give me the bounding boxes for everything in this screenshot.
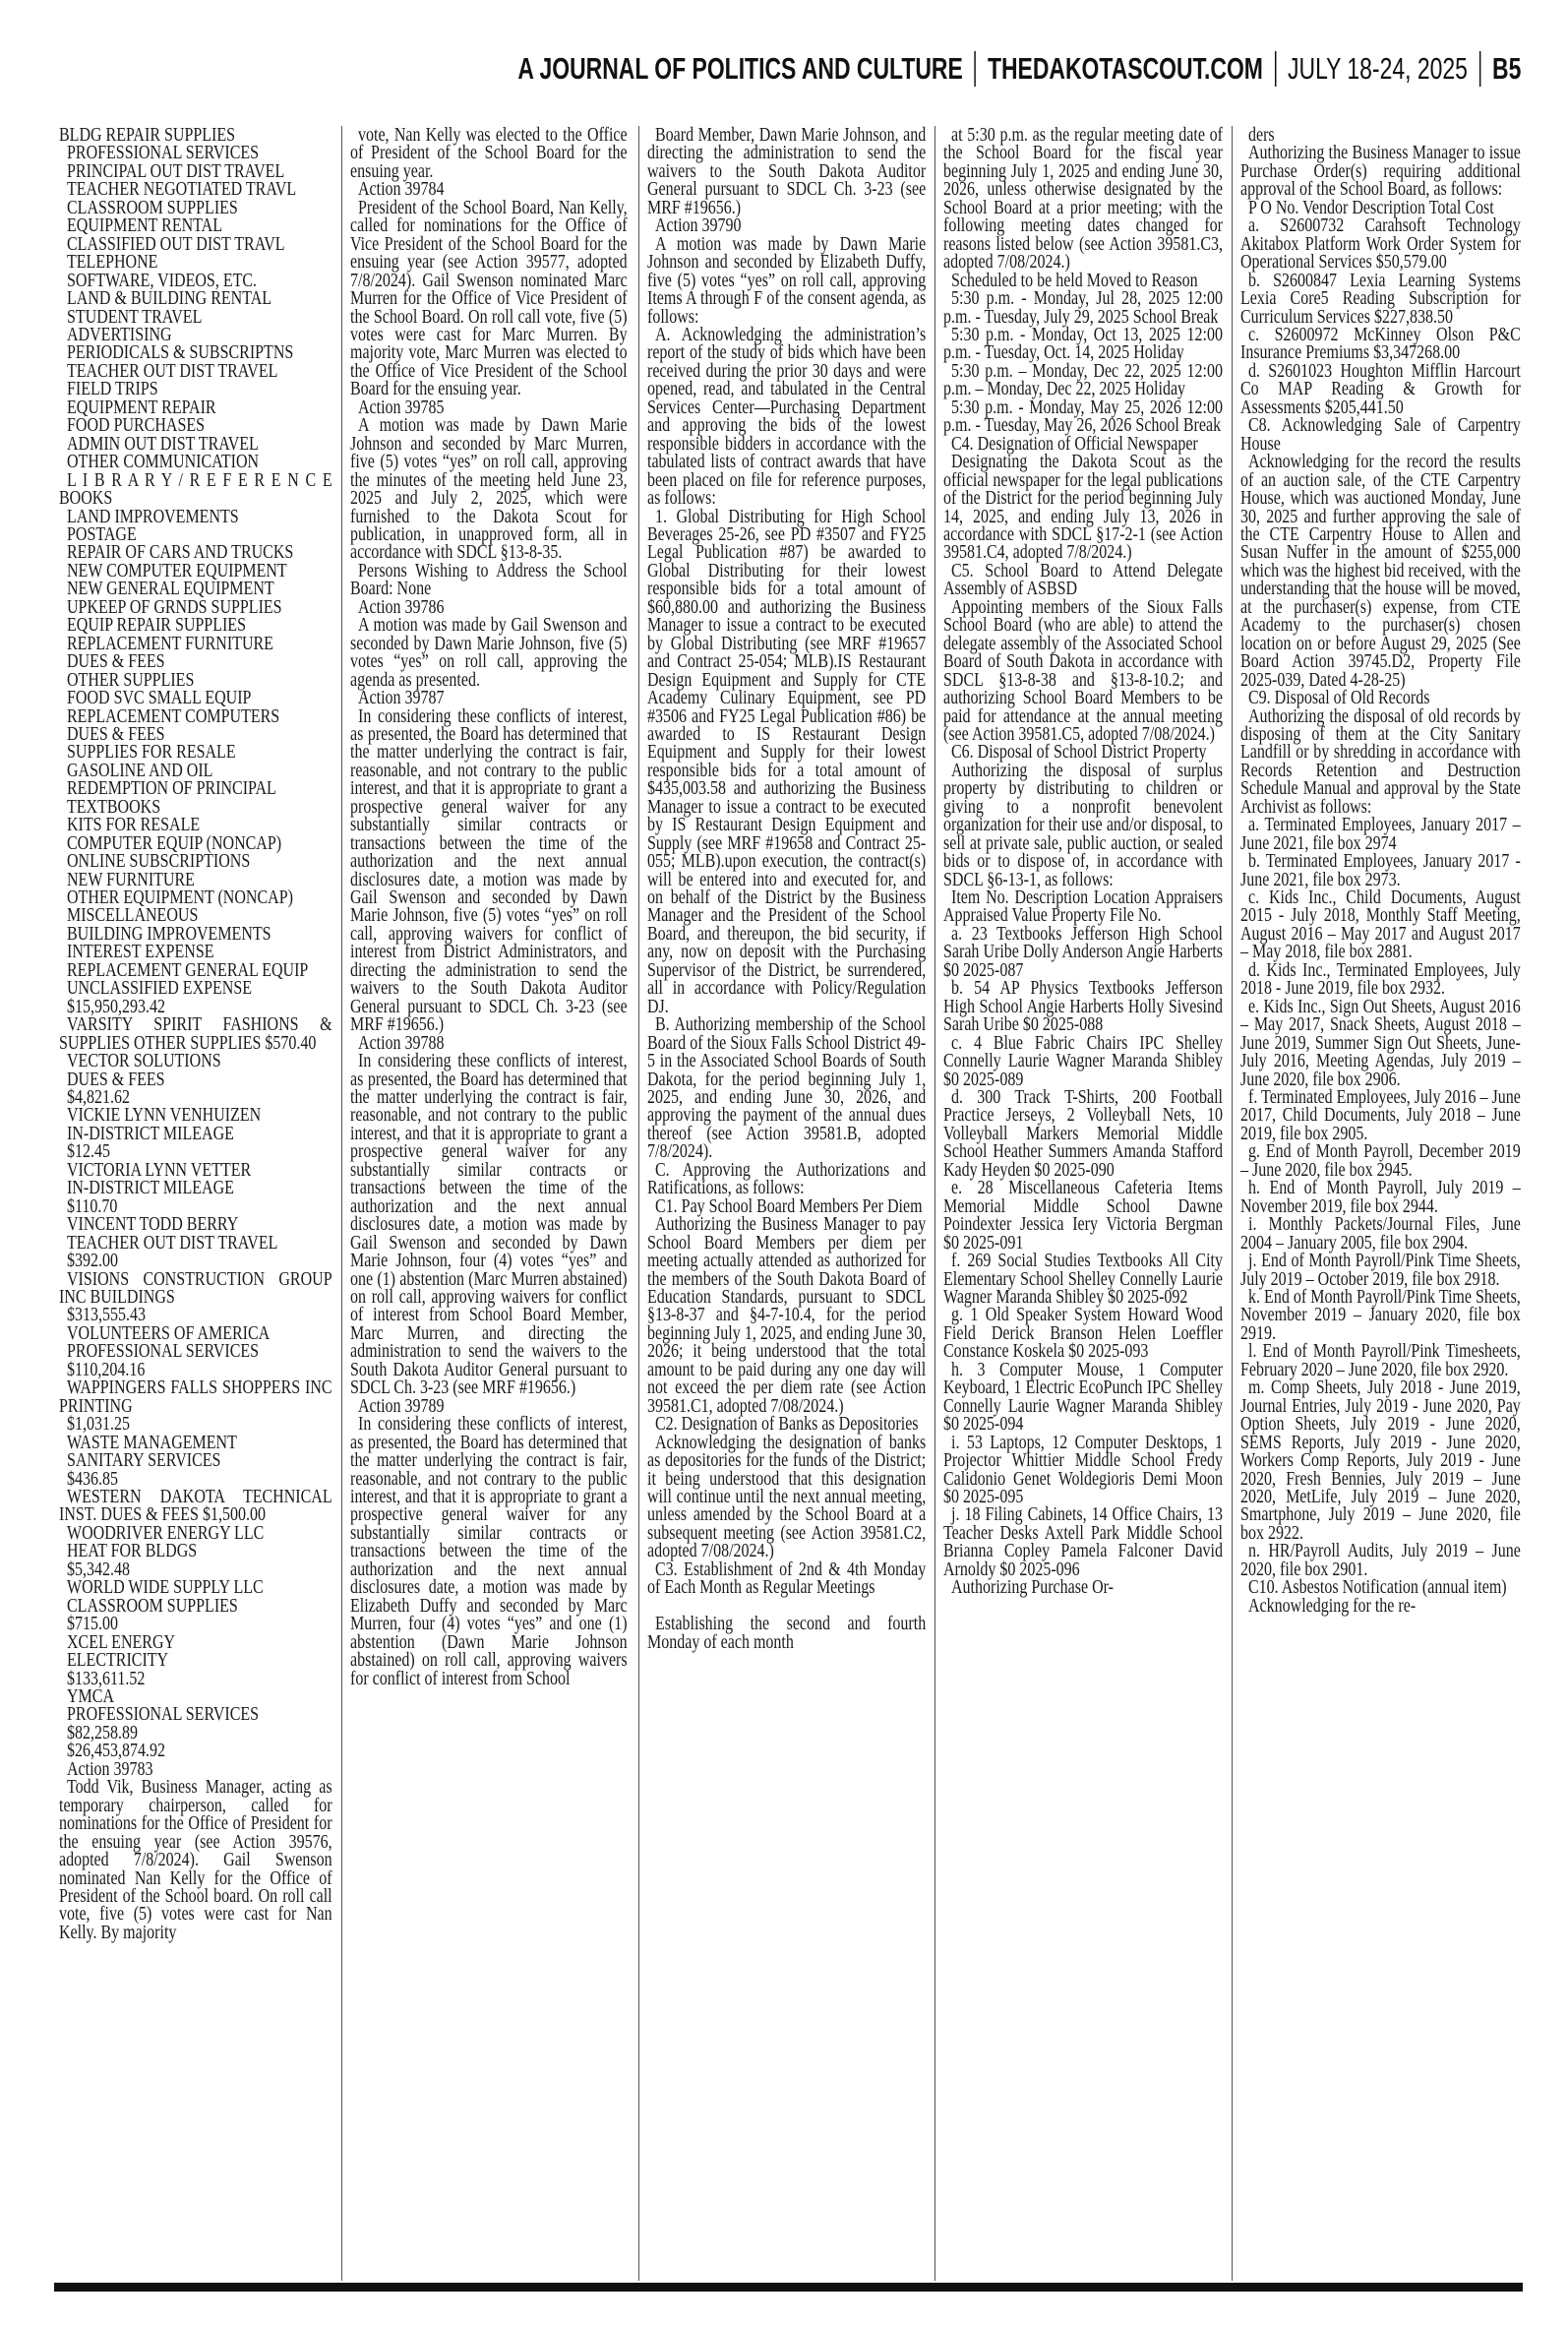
column-2 [350,126,628,2281]
action-number: Action 39789 [358,1394,445,1417]
paragraph: vote, Nan Kelly was elected to the Office of President of the School Board for the ensuing year. [350,126,628,182]
paragraph: WASTE MANAGEMENT [67,1431,237,1453]
paragraph: m. Comp Sheets, July 2018 - June 2019, Journal Entries, July 2019 - June 2020, Pay Option Sheets, July 2019 - June 2020, SEMS Reports, July 2019 - June 2020, Workers Comp Reports, July 2019 - June 2020, Fresh Bennies, July 2019 – June 2020, MetLife, July 2019 – June 2020, Smartphone, July 2019 – June 2020, file box 2922. [1240,1377,1521,1544]
paragraph: C9. Disposal of Old Records [1248,687,1430,709]
paragraph: C2. Designation of Banks as Depositories [655,1413,919,1436]
paragraph: MISCELLANEOUS [67,904,199,927]
paragraph: k. End of Month Payroll/Pink Time Sheets, November 2019 – January 2020, file box 2919. [1240,1286,1521,1344]
paragraph: OTHER COMMUNICATION [67,451,260,473]
paragraph: c. 4 Blue Fabric Chairs IPC Shelley Connelly Laurie Wagner Maranda Shibley $0 2025-089 [943,1031,1223,1090]
paragraph: FIELD TRIPS [67,378,158,400]
paragraph: $4,821.62 [67,1086,130,1109]
paragraph: VINCENT TODD BERRY [67,1213,239,1236]
paragraph: PRINCIPAL OUT DIST TRAVEL [67,159,285,182]
paragraph: VICKIE LYNN VENHUIZEN [67,1104,262,1127]
paragraph: REPLACEMENT COMPUTERS [67,704,280,727]
paragraph: POSTAGE [67,522,137,545]
paragraph: CLASSIFIED OUT DIST TRAVL [67,232,285,255]
paragraph: NEW COMPUTER EQUIPMENT [67,559,287,581]
paragraph: Persons Wishing to Address the School Board: None [350,559,628,600]
paragraph: $82,258.89 [67,1721,138,1744]
paragraph: ADMIN OUT DIST TRAVEL [67,432,259,455]
paragraph: ADVERTISING [67,323,172,345]
paragraph: Authorizing the disposal of old records by disposing of them at the City Sanitary Landfill or by shredding in accordance with Records Retention and Destruction Schedule Manual and approval by the State Archivist as follows: [1240,704,1521,818]
header-divider [974,51,975,87]
action-number: Action 39784 [358,178,445,201]
paragraph: Acknowledging the designation of banks as depositories for the funds of the District; it being understood that this designation will continue until the next annual meeting, unless amended by the School Board at a subsequent meeting (see Action 39581.C2, adopted 7/08/2024.) [647,1431,926,1562]
paragraph: ELECTRICITY [67,1649,169,1672]
paragraph: a. Terminated Employees, January 2017 – June 2021, file box 2974 [1240,814,1521,854]
paragraph: In considering these conflicts of interest, as presented, the Board has determined that the matter underlying the contract is fair, reasonable, and not contrary to the public interest, and that it is appropriate to grant a prospective general waiver for any substantially similar contracts or transactions between the time of the authorization and the next annual disclosures date, a motion was made by Elizabeth Duffy and seconded by Marc Murren, four (4) votes “yes” and one (1) abstention (Dawn Marie Johnson abstained) on roll call, approving waivers for conflict of interest from School [350,1413,628,1689]
paragraph: TEACHER NEGOTIATED TRAVL [67,178,297,201]
issue-date: JULY 18-24, 2025 [1287,51,1468,86]
paragraph: $12.45 [67,1140,110,1163]
paragraph: UPKEEP OF GRNDS SUPPLIES [67,595,282,618]
paragraph: Authorizing the disposal of surplus property by distributing to children or giving to a nonprofit benevolent organization for their use and/or disposal, to sell at private sale, public auction, or sealed bids or to dispose of, in accordance with SDCL §6-13-1, as follows: [943,759,1223,890]
action-number: Action 39785 [358,396,445,418]
column-3 [647,126,926,2281]
paragraph: HEAT FOR BLDGS [67,1540,198,1562]
column-divider [1232,126,1233,2281]
paragraph: l. End of Month Payroll/Pink Timesheets, February 2020 – June 2020, file box 2920. [1240,1340,1521,1380]
paragraph: WESTERN DAKOTA TECHNICAL INST. DUES & FEES $1,500.00 [59,1485,332,1526]
paragraph: Acknowledging for the re- [1248,1594,1417,1617]
header-divider [1274,51,1275,87]
paragraph: LAND IMPROVEMENTS [67,505,239,527]
paragraph: A motion was made by Gail Swenson and seconded by Dawn Marie Johnson, five (5) votes “yes” on roll call, approving the agenda as presented. [350,614,628,691]
paragraph: WOODRIVER ENERGY LLC [67,1521,265,1544]
paragraph: Establishing the second and fourth Monday of each month [647,1613,926,1653]
paragraph: i. 53 Laptops, 12 Computer Desktops, 1 Projector Whittier Middle School Fredy Calidonio Genet Woldegioris Demi Moon $0 2025-095 [943,1431,1223,1507]
paragraph: WAPPINGERS FALLS SHOPPERS INC PRINTING [59,1377,332,1417]
paragraph: TEACHER OUT DIST TRAVEL [67,359,278,382]
paragraph: C. Approving the Authorizations and Ratifications, as follows: [647,1158,926,1199]
paragraph: ders [1248,126,1275,146]
action-number: Action 39788 [358,1031,445,1054]
paragraph: a. S2600732 Carahsoft Technology Akitabox Platform Work Order System for Operational Services $50,579.00 [1240,214,1521,274]
paragraph: VECTOR SOLUTIONS [67,1050,221,1072]
paragraph: PROFESSIONAL SERVICES [67,1340,260,1363]
bottom-rule [54,2283,1523,2292]
paragraph: d. S2601023 Houghton Mifflin Harcourt Co MAP Reading & Growth for Assessments $205,441.50 [1240,359,1521,418]
page-header [517,49,1521,89]
paragraph: DUES & FEES [67,650,165,673]
paragraph: e. Kids Inc., Sign Out Sheets, August 2016 – May 2017, Snack Sheets, August 2018 – June 2019, Summer Sign Out Sheets, June-July 2016, Meeting Agendas, July 2019 – June 2020, file box 2906. [1240,995,1521,1090]
paragraph: Todd Vik, Business Manager, acting as temporary chairperson, called for nominations for the Office of President for the ensuing year (see Action 39576, adopted 7/8/2024). Gail Swenson nominated Nan Kelly for the Office of President of the School board. On roll call vote, five (5) votes were cast for Nan Kelly. By majority [59,1776,332,1943]
column-divider [341,126,342,2281]
paragraph: b. 54 AP Physics Textbooks Jefferson High School Angie Harberts Holly Sivesind Sarah Uribe $0 2025-088 [943,977,1223,1036]
paragraph: Authorizing the Business Manager to issue Purchase Order(s) requiring additional approval of the School Board, as follows: [1240,142,1521,201]
paragraph: 5:30 p.m. - Monday, Oct 13, 2025 12:00 p.m. - Tuesday, Oct. 14, 2025 Holiday [943,323,1223,364]
paragraph: C8. Acknowledging Sale of Carpentry House [1240,414,1521,455]
paragraph: PROFESSIONAL SERVICES [67,1703,260,1726]
paragraph: VARSITY SPIRIT FASHIONS & SUPPLIES OTHER SUPPLIES $570.40 [59,1013,332,1054]
action-number: Action 39786 [358,595,445,618]
paragraph: TELEPHONE [67,251,158,274]
paragraph: A motion was made by Dawn Marie Johnson and seconded by Elizabeth Duffy, five (5) votes “yes” on roll call, approving Items A through F of the consent agenda, as follows: [647,232,926,328]
paragraph: j. 18 Filing Cabinets, 14 Office Chairs, 13 Teacher Desks Axtell Park Middle School Brianna Copley Pamela Falconer David Arnoldy $0 2025-096 [943,1503,1223,1580]
paragraph: REPLACEMENT FURNITURE [67,632,273,654]
paragraph: C4. Designation of Official Newspaper [951,432,1198,455]
paragraph: FOOD PURCHASES [67,414,206,437]
paragraph: e. 28 Miscellaneous Cafeteria Items Memorial Middle School Dawne Poindexter Jessica Iery Victoria Bergman $0 2025-091 [943,1177,1223,1254]
paragraph: 1. Global Distributing for High School Beverages 25-26, see PD #3507 and FY25 Legal Publication #87) be awarded to Global Distributing for their lowest responsible bids for a total amount of $60,880.00 and authorizing the Business Manager to issue a contract to be executed by Global Distributing (see MRF #19657 and Contract 25-054; MLB).IS Restaurant Design Equipment and Supply for CTE Academy Culinary Equipment, see PD #3506 and FY25 Legal Publication #86) be awarded to IS Restaurant Design Equipment and Supply for their lowest responsible bids for a total amount of $435,003.58 and authorizing the Business Manager to issue a contract to be executed by IS Restaurant Design Equipment and Supply (see MRF #19658 and Contract 25-055; MLB).upon execution, the contract(s) will be entered into and executed for, and on behalf of the District by the Business Manager and the President of the School Board, and thereupon, the bid security, if any, now on deposit with the Purchasing Supervisor of the District, be surrendered, all in accordance with Policy/Regulation DJ. [647,505,926,1017]
paragraph: b. S2600847 Lexia Learning Systems Lexia Core5 Reading Subscription for Curriculum Services $227,838.50 [1240,269,1521,328]
paragraph: i. Monthly Packets/Journal Files, June 2004 – January 2005, file box 2904. [1240,1213,1521,1254]
paragraph: DUES & FEES [67,722,165,745]
paragraph: FOOD SVC SMALL EQUIP [67,687,252,709]
paragraph: $392.00 [67,1250,118,1272]
paragraph: UNCLASSIFIED EXPENSE [67,977,253,1000]
paragraph: TEACHER OUT DIST TRAVEL [67,1231,278,1254]
paragraph: d. Kids Inc., Terminated Employees, July 2018 - June 2019, file box 2932. [1240,958,1521,1000]
paragraph: Acknowledging for the record the results of an auction sale, of the CTE Carpentry House, which was auctioned Monday, June 30, 2025 and further approving the sale of the CTE Carpentry House to Allen and Susan Nuffer in the amount of $255,000 which was the highest bid received, with the understanding that the house will be moved, at the purchaser(s) expense, from CTE Academy to the purchaser(s) chosen location on or before August 29, 2025 (See Board Action 39745.D2, Property File 2025-039, Dated 4-28-25) [1240,451,1521,691]
action-number: Action 39783 [67,1757,153,1780]
paragraph: CLASSROOM SUPPLIES [67,196,238,218]
paragraph: IN-DISTRICT MILEAGE [67,1177,234,1199]
paragraph: $5,342.48 [67,1558,130,1580]
paragraph: $133,611.52 [67,1667,146,1689]
paragraph: REPAIR OF CARS AND TRUCKS [67,541,294,564]
column-divider [638,126,639,2281]
paragraph: TEXTBOOKS [67,795,161,818]
paragraph: OTHER SUPPLIES [67,668,195,691]
paragraph: OTHER EQUIPMENT (NONCAP) [67,887,293,909]
paragraph: INTEREST EXPENSE [67,941,214,963]
header-divider [1478,51,1479,87]
paragraph: WORLD WIDE SUPPLY LLC [67,1576,264,1599]
paragraph: REPLACEMENT GENERAL EQUIP [67,958,309,981]
action-number: Action 39787 [358,687,445,709]
paragraph: f. 269 Social Studies Textbooks All City Elementary School Shelley Connelly Laurie Wagner Maranda Shibley $0 2025-092 [943,1250,1223,1308]
paragraph: $313,555.43 [67,1304,146,1326]
paragraph: PERIODICALS & SUBSCRIPTNS [67,341,294,364]
website-link[interactable]: THEDAKOTASCOUT.COM [987,51,1263,86]
paragraph: REDEMPTION OF PRINCIPAL [67,777,276,800]
paragraph: CLASSROOM SUPPLIES [67,1594,238,1617]
paragraph: NEW FURNITURE [67,868,195,890]
paragraph: h. End of Month Payroll, July 2019 – November 2019, file box 2944. [1240,1177,1521,1217]
paragraph: EQUIP REPAIR SUPPLIES [67,614,246,637]
paragraph: b. Terminated Employees, January 2017 - June 2021, file box 2973. [1240,850,1521,890]
paragraph: j. End of Month Payroll/Pink Time Sheets, July 2019 – October 2019, file box 2918. [1240,1250,1521,1290]
paragraph: In considering these conflicts of interest, as presented, the Board has determined that the matter underlying the contract is fair, reasonable, and not contrary to the public interest, and that it is appropriate to grant a prospective general waiver for any substantially similar contracts or transactions between the time of the authorization and the next annual disclosures date, a motion was made by Gail Swenson and seconded by Dawn Marie Johnson, five (5) votes “yes” on roll call, approving waivers for conflict of interest from District Administrators, and directing the administration to send the waivers to the South Dakota Auditor General pursuant to SDCL Ch. 3-23 (see MRF #19656.) [350,704,628,1036]
paragraph: f. Terminated Employees, July 2016 – June 2017, Child Documents, July 2018 – June 2019, file box 2905. [1240,1086,1521,1144]
column-5 [1240,126,1521,2281]
paragraph: g. End of Month Payroll, December 2019 – June 2020, file box 2945. [1240,1140,1521,1181]
paragraph: Authorizing the Business Manager to pay School Board Members per diem per meeting actually attended as authorized for the members of the South Dakota Board of Education Standards, pursuant to SDCL §13-8-37 and §4-7-10.4, for the period beginning July 1, 2025, and ending June 30, 2026; it being understood that the total amount to be paid during any one day will not exceed the per diem rate (see Action 39581.C1, adopted 7/08/2024.) [647,1213,926,1417]
paragraph: $436.85 [67,1467,118,1490]
paragraph: ONLINE SUBSCRIPTIONS [67,850,251,873]
paragraph: YMCA [67,1684,115,1707]
paragraph: $26,453,874.92 [67,1740,165,1762]
paragraph: XCEL ENERGY [67,1630,176,1653]
paragraph: NEW GENERAL EQUIPMENT [67,578,274,600]
paragraph: h. 3 Computer Mouse, 1 Computer Keyboard, 1 Electric EcoPunch IPC Shelley Connelly Laurie Wagner Maranda Shibley $0 2025-094 [943,1358,1223,1436]
paragraph: $110.70 [67,1194,118,1217]
paragraph: A. Acknowledging the administration’s report of the study of bids which have been received during the prior 30 days and were opened, read, and tabulated in the Central Services Center—Purchasing Department and approving the bids of the lowest responsible bidders in accordance with the tabulated lists of contract awards that have been placed on file for reference purposes, as follows: [647,323,926,510]
paragraph: STUDENT TRAVEL [67,305,203,328]
paragraph: Appointing members of the Sioux Falls School Board (who are able) to attend the delegate assembly of the Associated School Board of South Dakota in accordance with SDCL §13-8-38 and §13-8-10.2; and authorizing School Board Members to be paid for attendance at the annual meeting (see Action 39581.C5, adopted 7/08/2024.) [943,595,1223,745]
paragraph: VOLUNTEERS OF AMERICA [67,1321,271,1344]
paragraph: C10. Asbestos Notification (annual item) [1248,1576,1507,1599]
paragraph: $715.00 [67,1613,118,1635]
section-title: A JOURNAL OF POLITICS AND CULTURE [517,51,963,86]
action-number: Action 39790 [655,214,742,237]
paragraph: VICTORIA LYNN VETTER [67,1158,252,1181]
paragraph: L I B R A R Y / R E F E R E N C E BOOKS [59,468,332,510]
paragraph: BUILDING IMPROVEMENTS [67,922,271,945]
paragraph: C1. Pay School Board Members Per Diem [655,1194,923,1217]
column-4 [943,126,1223,2281]
paragraph: c. S2600972 McKinney Olson P&C Insurance Premiums $3,347268.00 [1240,323,1521,364]
paragraph: P O No. Vendor Description Total Cost [1248,196,1494,218]
paragraph: In considering these conflicts of interest, as presented, the Board has determined that the matter underlying the contract is fair, reasonable, and not contrary to the public interest, and that it is appropriate to grant a prospective general waiver for any substantially similar contracts or transactions between the time of the authorization and the next annual disclosures date, a motion was made by Gail Swenson and seconded by Dawn Marie Johnson, four (4) votes “yes” and one (1) abstention (Marc Murren abstained) on roll call, approving waivers for conflict of interest from School Board Member, Marc Murren, and directing the administration to send the waivers to the South Dakota Auditor General pursuant to SDCL Ch. 3-23 (see MRF #19656.) [350,1050,628,1399]
paragraph: $15,950,293.42 [67,995,165,1017]
paragraph: C6. Disposal of School District Property [951,741,1207,764]
paragraph: $1,031.25 [67,1413,130,1436]
paragraph: at 5:30 p.m. as the regular meeting date of the School Board for the fiscal year beginning July 1, 2025 and ending June 30, 2026, unless otherwise designated by the School Board at a prior meeting; with the following meeting dates changed for reasons listed below (see Action 39581.C3, adopted 7/08/2024.) [943,126,1223,274]
paragraph: 5:30 p.m. – Monday, Dec 22, 2025 12:00 p.m. – Monday, Dec 22, 2025 Holiday [943,359,1223,400]
paragraph: LAND & BUILDING RENTAL [67,287,272,310]
paragraph: Item No. Description Location Appraisers Appraised Value Property File No. [943,887,1223,927]
paragraph: DUES & FEES [67,1068,165,1090]
paragraph: A motion was made by Dawn Marie Johnson and seconded by Marc Murren, five (5) votes “yes” on roll call, approving the minutes of the meeting held June 23, 2025 and July 2, 2025, which were furnished to the Dakota Scout for publication, in unapproved form, all in accordance with SDCL §13-8-35. [350,414,628,564]
paragraph: n. HR/Payroll Audits, July 2019 – June 2020, file box 2901. [1240,1540,1521,1580]
paragraph: PROFESSIONAL SERVICES [67,142,260,164]
paragraph: g. 1 Old Speaker System Howard Wood Field Derick Branson Helen Loeffler Constance Koskela $0 2025-093 [943,1304,1223,1363]
paragraph: Board Member, Dawn Marie Johnson, and directing the administration to send the waivers to the South Dakota Auditor General pursuant to SDCL Ch. 3-23 (see MRF #19656.) [647,126,926,218]
paragraph: EQUIPMENT RENTAL [67,214,222,237]
paragraph: C3. Establishment of 2nd & 4th Monday of Each Month as Regular Meetings [647,1558,926,1599]
paragraph: SUPPLIES FOR RESALE [67,741,236,764]
paragraph: B. Authorizing membership of the School Board of the Sioux Falls School District 49-5 in the Associated School Boards of South Dakota, for the period beginning July 1, 2025, and ending June 30, 2026, and approving the payment of the annual dues thereof (see Action 39581.B, adopted 7/8/2024). [647,1013,926,1163]
paragraph: SANITARY SERVICES [67,1449,221,1472]
paragraph: $110,204.16 [67,1358,146,1380]
paragraph: GASOLINE AND OIL [67,759,213,781]
paragraph: a. 23 Textbooks Jefferson High School Sarah Uribe Dolly Anderson Angie Harberts $0 2025-087 [943,922,1223,981]
paragraph: SOFTWARE, VIDEOS, ETC. [67,269,258,291]
paragraph: 5:30 p.m. - Monday, Jul 28, 2025 12:00 p.m. - Tuesday, July 29, 2025 School Break [943,287,1223,328]
paragraph: C5. School Board to Attend Delegate Assembly of ASBSD [943,559,1223,600]
paragraph: Designating the Dakota Scout as the official newspaper for the legal publications of the District for the period beginning July 14, 2025, and ending July 13, 2026 in accordance with SDCL §17-2-1 (see Action 39581.C4, adopted 7/8/2024.) [943,451,1223,564]
column-1 [59,126,332,2281]
paragraph: 5:30 p.m. - Monday, May 25, 2026 12:00 p.m. - Tuesday, May 26, 2026 School Break [943,396,1223,437]
page-number: B5 [1491,51,1521,86]
paragraph: COMPUTER EQUIP (NONCAP) [67,831,282,854]
paragraph: BLDG REPAIR SUPPLIES [59,126,236,146]
paragraph: d. 300 Track T-Shirts, 200 Football Practice Jerseys, 2 Volleyball Nets, 10 Volleyball Markers Memorial Middle School Heather Summers Amanda Stafford Kady Heyden $0 2025-090 [943,1086,1223,1181]
paragraph: Scheduled to be held Moved to Reason [951,269,1198,291]
paragraph: President of the School Board, Nan Kelly, called for nominations for the Office of Vice President of the School Board for the ensuing year (see Action 39577, adopted 7/8/2024). Gail Swenson nominated Marc Murren for the Office of Vice President of the School Board. On roll call vote, five (5) votes were cast for Marc Murren. By majority vote, Marc Murren was elected to the Office of Vice President of the School Board for the ensuing year. [350,196,628,400]
paragraph: VISIONS CONSTRUCTION GROUP INC BUILDINGS [59,1267,332,1308]
paragraph: c. Kids Inc., Child Documents, August 2015 - July 2018, Monthly Staff Meeting, August 2016 – May 2017 and August 2017 – May 2018, file box 2881. [1240,887,1521,963]
paragraph: Authorizing Purchase Or- [951,1576,1114,1599]
paragraph: KITS FOR RESALE [67,814,201,836]
paragraph: IN-DISTRICT MILEAGE [67,1122,234,1144]
paragraph: EQUIPMENT REPAIR [67,396,216,418]
